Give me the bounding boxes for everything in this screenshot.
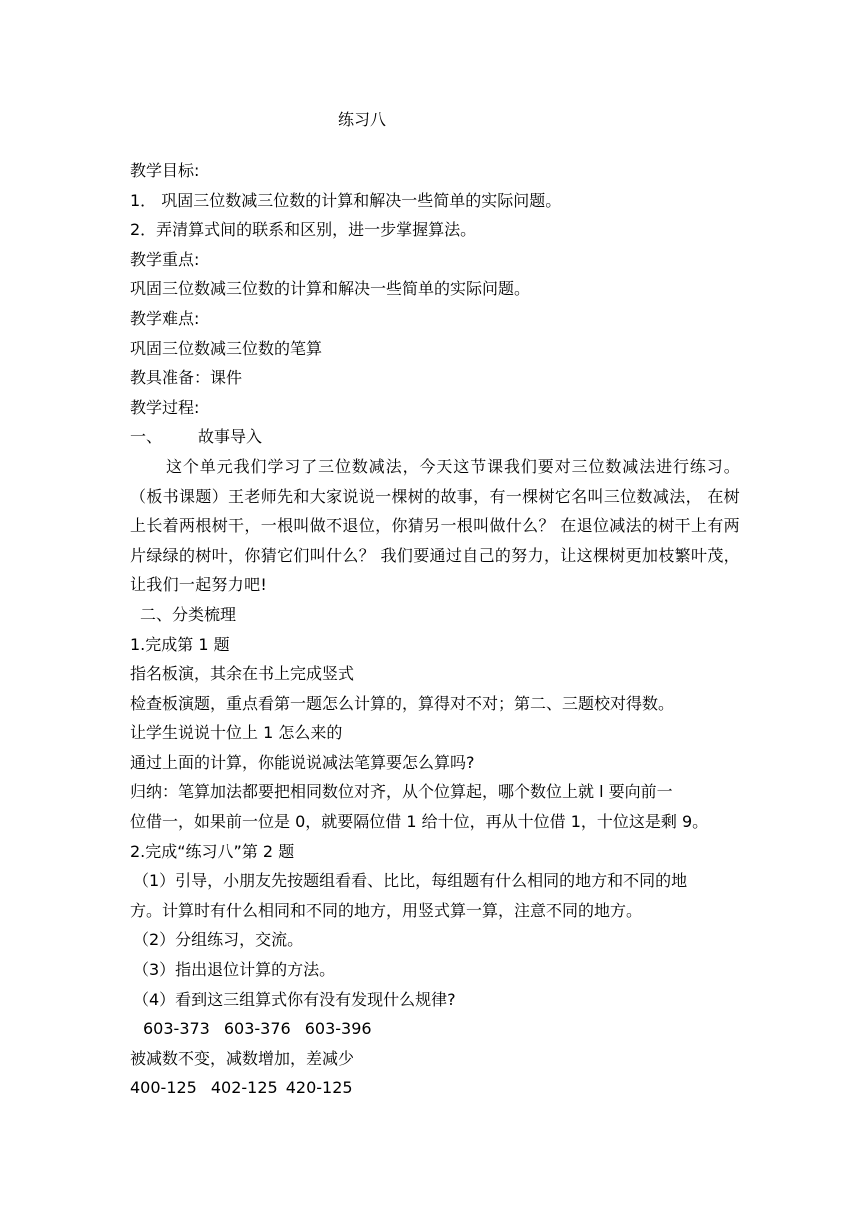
expression-group-1 — [130, 1014, 740, 1044]
section-1-number: 一、 — [130, 427, 163, 447]
heading-key-points: 教学重点: — [130, 249, 200, 269]
key-points-text: 巩固三位数减三位数的计算和解决一些简单的实际问题。 — [130, 279, 531, 299]
section-1-title: 故事导入 — [198, 427, 263, 447]
expression: 400-125 — [130, 1078, 197, 1098]
task-2-step-1b: 方。计算时有什么相同和不同的地方，用竖式算一算，注意不同的地方。 — [130, 900, 643, 920]
task-1-heading: 1.完成第 1 题 — [130, 634, 230, 654]
expression: 603-376 — [223, 1019, 291, 1039]
expression: 603-396 — [304, 1019, 372, 1039]
task-1-step-1: 指名板演，其余在书上完成竖式 — [130, 664, 355, 684]
section-1-heading — [130, 422, 740, 452]
expression: 402-125 — [210, 1078, 278, 1098]
heading-process: 教学过程: — [130, 397, 200, 417]
task-1-step-2: 检查板演题，重点看第一题怎么计算的，算得对不对；第二、三题校对得数。 — [130, 693, 675, 713]
difficulties-text: 巩固三位数减三位数的笔算 — [130, 338, 323, 358]
goal-item-1: 1． 巩固三位数减三位数的计算和解决一些简单的实际问题。 — [130, 190, 562, 210]
task-2-step-2: （2）分组练习，交流。 — [133, 930, 304, 950]
task-1-step-3: 让学生说说十位上 1 怎么来的 — [130, 723, 343, 743]
expression: 603-373 — [143, 1019, 210, 1039]
goal-item-2: 2．弄清算式间的联系和区别，进一步掌握算法。 — [130, 220, 477, 240]
teaching-aids: 教具准备：课件 — [130, 368, 243, 388]
rule-text: 被减数不变，减数增加，差减少 — [130, 1048, 355, 1068]
expression: 420-125 — [285, 1078, 353, 1098]
heading-difficulties: 教学难点: — [130, 308, 200, 328]
task-2-heading: 2.完成“练习八”第 2 题 — [130, 841, 295, 861]
document-body — [130, 156, 740, 1103]
summary-line-2: 位借一，如果前一位是 0，就要隔位借 1 给十位，再从十位借 1，十位这是剩 9。 — [130, 812, 709, 832]
heading-teaching-goals: 教学目标: — [130, 161, 200, 180]
page-title: 练习八 — [338, 110, 387, 129]
story-paragraph: 这个单元我们学习了三位数减法，今天这节课我们要对三位数减法进行练习。（板书课题）王老师先和大家说说一棵树的故事，有一棵树它名叫三位数减法， 在树上长着两根树干，一根叫做不退位，你猜另一根叫做什么？ 在退位减法的树干上有两片绿绿的树叶，你猜它们叫什么？ 我们要通过自己的努力，让这棵树更加枝繁叶茂，让我们一起努力吧! — [130, 456, 740, 595]
expression-group-2 — [130, 1073, 740, 1103]
task-2-step-1a: （1）引导，小朋友先按题组看看、比比，每组题有什么相同的地方和不同的地 — [133, 871, 688, 891]
summary-line-1: 归纳：笔算加法都要把相同数位对齐，从个位算起，哪个数位上就 l 要向前一 — [130, 782, 673, 802]
section-2-heading: 二、分类梳理 — [140, 604, 237, 624]
task-2-step-3: （3）指出退位计算的方法。 — [133, 960, 336, 980]
task-2-step-4: （4）看到这三组算式你有没有发现什么规律? — [133, 989, 456, 1009]
task-1-step-4: 通过上面的计算，你能说说减法笔算要怎么算吗? — [130, 752, 475, 772]
